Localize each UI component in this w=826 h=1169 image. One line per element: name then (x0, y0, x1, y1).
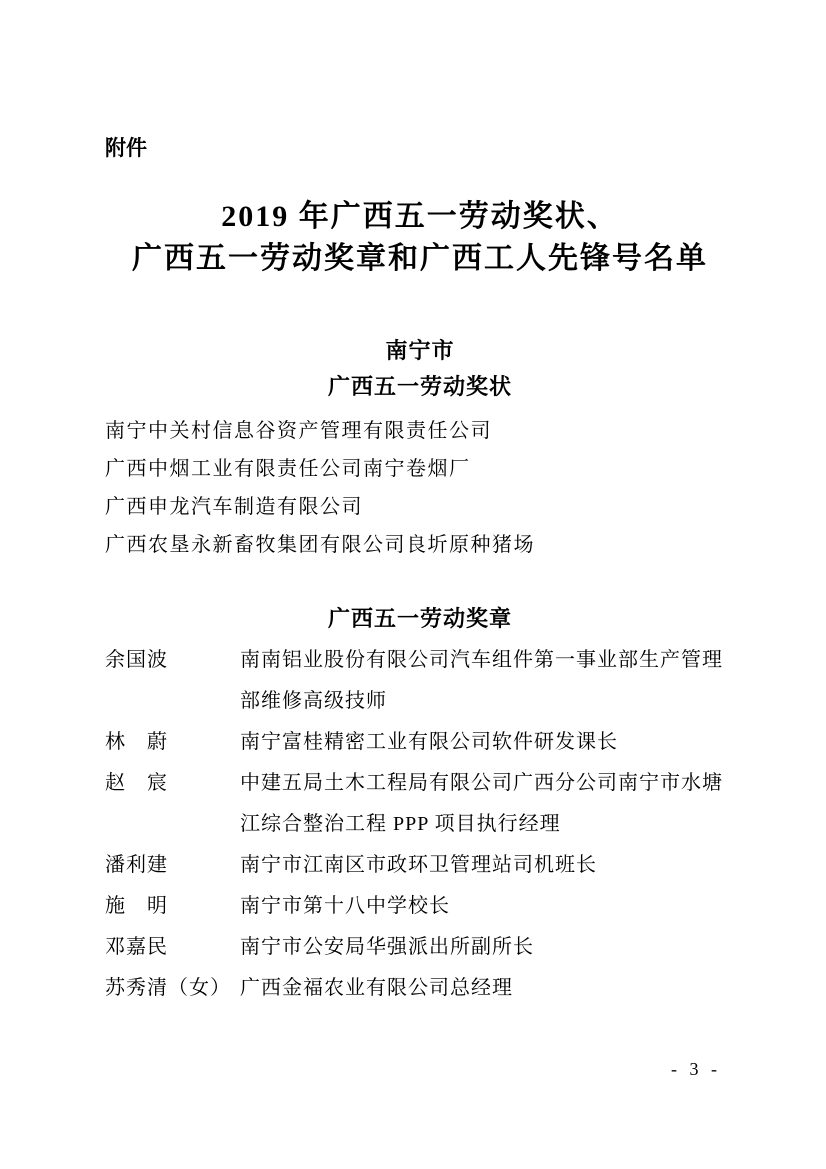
page-number: - 3 - (671, 1059, 721, 1079)
city-heading: 南宁市 (385, 338, 455, 363)
recipient-row (105, 927, 735, 968)
document-title-line-2: 广西五一劳动奖章和广西工人先锋号名单 (132, 242, 708, 275)
medal-section-heading: 广西五一劳动奖章 (327, 606, 512, 631)
company-item: 南宁中关村信息谷资产管理有限责任公司 (105, 420, 492, 442)
recipient-title: 南宁市第十八中学校长 (240, 895, 450, 917)
recipient-name: 潘利建 (105, 854, 168, 876)
recipient-name: 余国波 (105, 649, 168, 671)
recipient-row (105, 968, 735, 1009)
recipient-row (105, 722, 735, 763)
document-title-line-1: 2019 年广西五一劳动奖状、 (221, 200, 619, 233)
recipient-title: 南南铝业股份有限公司汽车组件第一事业部生产管理部维修高级技师 (240, 649, 723, 712)
company-item: 广西农垦永新畜牧集团有限公司良圻原种猪场 (105, 534, 535, 556)
recipient-name: 施 明 (105, 895, 168, 917)
recipient-title: 南宁市江南区市政环卫管理站司机班长 (240, 854, 597, 876)
medal-recipient-list (105, 640, 735, 1009)
company-item: 广西中烟工业有限责任公司南宁卷烟厂 (105, 458, 471, 480)
recipient-title: 南宁市公安局华强派出所副所长 (240, 936, 534, 958)
recipient-row (105, 845, 735, 886)
recipient-row (105, 763, 735, 845)
attachment-label: 附件 (105, 137, 147, 160)
recipient-name: 邓嘉民 (105, 936, 168, 958)
recipient-title: 南宁富桂精密工业有限公司软件研发课长 (240, 731, 618, 753)
certificate-company-list (105, 412, 735, 564)
recipient-title: 广西金福农业有限公司总经理 (240, 977, 513, 999)
document-title (105, 196, 735, 280)
certificate-section-heading: 广西五一劳动奖状 (327, 374, 512, 399)
recipient-row (105, 886, 735, 927)
recipient-title: 中建五局土木工程局有限公司广西分公司南宁市水塘江综合整治工程 PPP 项目执行经理 (240, 772, 723, 835)
recipient-name: 赵 宸 (105, 772, 168, 794)
company-item: 广西申龙汽车制造有限公司 (105, 496, 363, 518)
recipient-name: 苏秀清（女） (105, 977, 231, 999)
recipient-name: 林 蔚 (105, 731, 168, 753)
recipient-row (105, 640, 735, 722)
